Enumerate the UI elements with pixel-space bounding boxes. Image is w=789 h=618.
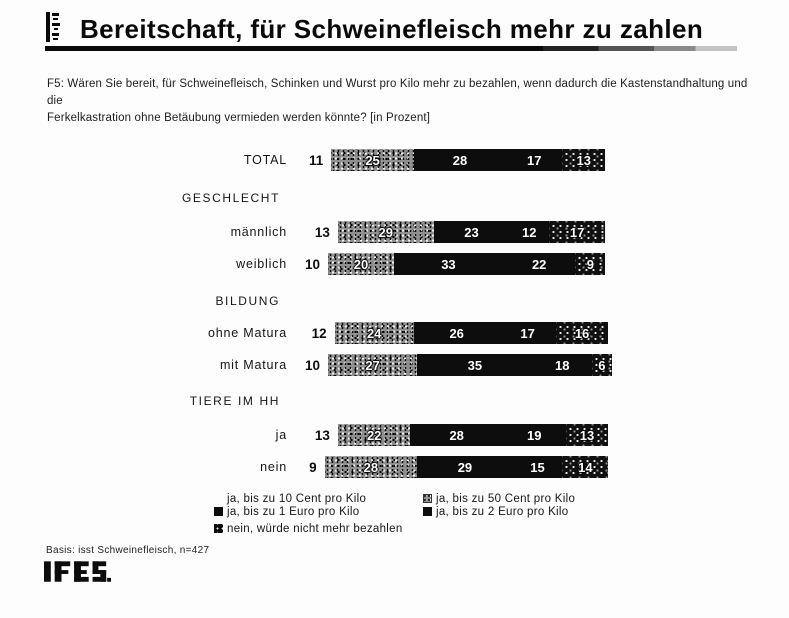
legend-label: ja, bis zu 2 Euro pro Kilo [436, 505, 569, 518]
legend-item [214, 492, 366, 505]
question-line-2: Ferkelkastration ohne Betäubung vermieden werden könnte? [in Prozent] [47, 112, 431, 124]
bar-segment [500, 322, 556, 344]
bar-segment [328, 354, 417, 376]
row-label: ohne Matura [208, 326, 287, 340]
stacked-bar [295, 149, 605, 171]
segment-value: 27 [365, 357, 380, 373]
bar-segment [509, 221, 549, 243]
segment-value: 14 [578, 459, 593, 475]
bar-segment [325, 456, 417, 478]
segment-value: 17 [527, 152, 542, 168]
segment-value: 9 [586, 256, 594, 272]
segment-value: 24 [366, 325, 382, 341]
segment-value: 10 [304, 256, 320, 272]
bar-segment [414, 322, 500, 344]
segment-value: 28 [363, 459, 379, 475]
bar-segment [533, 354, 592, 376]
bar-segment [414, 149, 506, 171]
row-label: TOTAL [243, 153, 287, 167]
segment-value: 12 [311, 325, 327, 341]
bar-segment [556, 322, 609, 344]
segment-value: 25 [365, 152, 380, 168]
segment-value: 29 [457, 459, 473, 475]
row-label: mit Matura [219, 358, 287, 372]
dither-swatch-icon [423, 494, 432, 503]
legend-label: ja, bis zu 1 Euro pro Kilo [227, 505, 360, 518]
bar-segment [394, 253, 503, 275]
bar-segment [503, 424, 566, 446]
bar-segment [566, 424, 609, 446]
bar-segment [503, 253, 576, 275]
bar-segment [549, 221, 605, 243]
segment-value: 13 [314, 427, 330, 443]
bar-segment [328, 253, 394, 275]
segment-value: 13 [579, 427, 595, 443]
segment-value: 22 [531, 256, 547, 272]
bar-segment [410, 424, 502, 446]
segment-value: 13 [576, 152, 591, 168]
segment-value: 26 [449, 325, 464, 341]
row-label: weiblich [236, 257, 287, 271]
segment-value: 17 [569, 224, 585, 240]
legend-label: ja, bis zu 10 Cent pro Kilo [227, 492, 367, 505]
bar-segment [295, 322, 335, 344]
group-label: TIERE IM HH [189, 394, 280, 408]
legend-item [423, 505, 568, 518]
dark-swatch-icon [214, 524, 223, 533]
bar-segment [575, 253, 605, 275]
basis-note: Basis: isst Schweinefleisch, n=427 [46, 545, 210, 556]
bar-segment [295, 354, 328, 376]
bar-segment [295, 149, 331, 171]
black-swatch-icon [423, 507, 432, 516]
segment-value: 9 [309, 459, 317, 475]
legend-item [214, 522, 403, 535]
segment-value: 6 [598, 357, 606, 373]
segment-value: 16 [574, 325, 590, 341]
segment-value: 13 [314, 224, 330, 240]
segment-value: 29 [378, 224, 393, 240]
segment-value: 19 [526, 427, 542, 443]
bar-segment [513, 456, 563, 478]
row-label: nein [260, 460, 287, 474]
legend-label: ja, bis zu 50 Cent pro Kilo [436, 492, 576, 505]
legend-item [214, 505, 359, 518]
stacked-bar [295, 424, 608, 446]
group-label: GESCHLECHT [181, 191, 280, 205]
stacked-bar [295, 322, 608, 344]
bar-segment [338, 221, 434, 243]
row-label: männlich [230, 225, 287, 239]
segment-value: 23 [464, 224, 479, 240]
segment-value: 20 [353, 256, 369, 272]
bar-segment [417, 354, 533, 376]
bar-segment [295, 424, 338, 446]
segment-value: 12 [522, 224, 537, 240]
segment-value: 35 [467, 357, 483, 373]
ifes-logo [44, 560, 112, 586]
bar-segment [562, 456, 608, 478]
segment-value: 28 [452, 152, 468, 168]
segment-value: 11 [309, 152, 324, 168]
bar-segment [338, 424, 411, 446]
row-label: ja [275, 428, 287, 442]
bar-segment [562, 149, 605, 171]
bar-segment [331, 149, 414, 171]
bar-segment [295, 253, 328, 275]
stacked-bar [295, 253, 605, 275]
segment-value: 18 [555, 357, 570, 373]
bar-segment [295, 456, 325, 478]
segment-value: 22 [366, 427, 382, 443]
stacked-bar [295, 221, 605, 243]
bar-segment [335, 322, 414, 344]
segment-value: 33 [441, 256, 456, 272]
segment-value: 28 [449, 427, 464, 443]
stacked-bar [295, 456, 608, 478]
segment-value: 10 [304, 357, 320, 373]
segment-value: 17 [520, 325, 535, 341]
legend-item [423, 492, 575, 505]
bar-segment [506, 149, 562, 171]
white-swatch-icon [214, 494, 223, 503]
bar-segment [417, 456, 513, 478]
legend-label: nein, würde nicht mehr bezahlen [227, 522, 403, 535]
bar-segment [592, 354, 612, 376]
group-label: BILDUNG [215, 294, 280, 308]
question-line-1: F5: Wären Sie bereit, für Schweinefleisch, Schinken und Wurst pro Kilo mehr zu bezahlen, wenn dadurch die Kastenstandhaltung und die [47, 78, 748, 107]
stacked-bar [295, 354, 612, 376]
segment-value: 15 [530, 459, 545, 475]
bar-segment [434, 221, 510, 243]
page-title: Bereitschaft, für Schweinefleisch mehr zu zahlen [80, 14, 704, 44]
bar-segment [295, 221, 338, 243]
black-swatch-icon [214, 507, 223, 516]
